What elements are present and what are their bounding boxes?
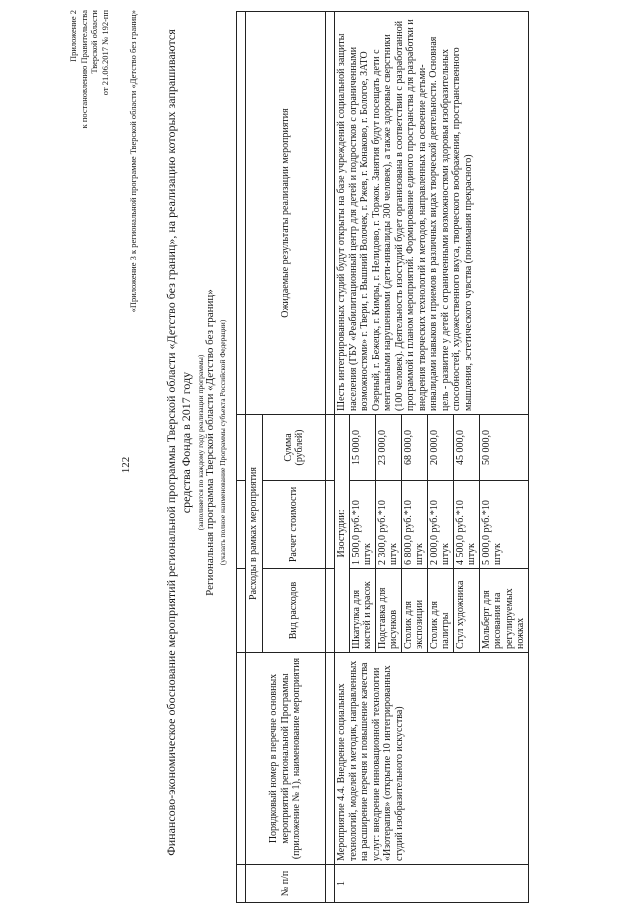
unit-cost: 2 300,0 руб.*10 штук: [375, 481, 401, 569]
expense-type: Мольберт для рисования на регулируемых ножках: [479, 569, 528, 653]
appendix-line: Тверской области: [89, 10, 99, 74]
spacer-cell: [237, 12, 246, 415]
expense-sum: 50 000,0: [479, 415, 528, 481]
expense-sum: 23 000,0: [375, 415, 401, 481]
unit-cost: 1 500,0 руб.*10 штук: [349, 481, 375, 569]
fill-note: (заполняется по каждому году реализации программы): [196, 354, 205, 531]
expected-results: Шесть интегрированных студий будут открыты на базе учреждений социальной защиты населения (ГБУ «Реабилитационный центр для детей и подростков с ограниченными возможностями» г. Твери, г. Вышний Волочек, г. Ржев, г. Конаково, г. Бологое, ЗАТО Озерный, г. Бежецк, г. Кимры, г. Нелидово, г. Торжок. Занятия будут посещать дети с ментальными нарушениями (дети-инвалиды 300 человек), а также здоровые сверстники (100 человек). Деятельность изостудий будет организована в соответствии с разработанной программой и планом мероприятий. Формирование единого пространства для разработки и внедрения творческих технологий и методов, направленных на освоение детьми-инвалидами навыков и приемов в различных видах творческой деятельности. Основная цель - развитие у детей с ограниченными возможностями здоровья изобразительных способностей, художественного вкуса, творческого воображения, пространственного мышления, эстетического чувства (понимания прекрасного): [335, 12, 529, 415]
measure-description: Мероприятие 4.4. Внедрение социальных технологий, моделей и методик, направленных на расширение перечня и повышение качества услуг: внедрение инновационной технологии «Изотерапия» (открытие 10 интегрированных студий изобразительного искусства): [335, 653, 529, 865]
spacer-cell: [237, 865, 246, 903]
spacer-cell: [326, 481, 335, 569]
row-number: 1: [335, 865, 529, 903]
spacer-cell: [326, 12, 335, 415]
table-top-spacer: [237, 12, 246, 903]
izostudii-label: Изостудии:: [335, 415, 350, 653]
expense-sum: 15 000,0: [349, 415, 375, 481]
expense-type: Столик для палитры: [427, 569, 453, 653]
appendix-line: от 21.06.2017 № 192-пп: [99, 10, 110, 96]
spacer-cell: [237, 569, 246, 653]
header-unit-cost: Расчет стоимости: [263, 481, 326, 569]
document-title-line2: средства Фонда в 2017 году: [179, 371, 193, 514]
appendix-line: к постановлению Правительства: [78, 10, 89, 129]
header-num: № п/п: [246, 865, 326, 903]
program-note: (указать полное наименование Программы субъекта Российской Федерации): [218, 319, 227, 566]
expense-type: Подставка для рисунков: [375, 569, 401, 653]
expense-sum: 68 000,0: [401, 415, 427, 481]
spacer-cell: [326, 865, 335, 903]
spacer-cell: [326, 415, 335, 481]
spacer-cell: [326, 653, 335, 865]
header-row: [246, 12, 263, 903]
document-title: Финансово-экономическое обоснование мероприятий региональной программы Тверской области «Детство без границ», на реализацию которых запрашиваются: [164, 29, 178, 856]
unit-cost: 5 000,0 руб.*10 штук: [479, 481, 528, 569]
expense-sum: 20 000,0: [427, 415, 453, 481]
header-expenses-group: Расходы в рамках мероприятия: [246, 415, 263, 653]
appendix-line: Приложение 2: [68, 10, 78, 62]
spacer-cell: [237, 481, 246, 569]
table-mid-spacer: [326, 12, 335, 903]
header-results: Ожидаемые результаты реализации мероприятия: [246, 12, 326, 415]
page-number: 122: [120, 456, 132, 474]
unit-cost: 2 000,0 руб.*10 штук: [427, 481, 453, 569]
expense-type: Стул художника: [453, 569, 479, 653]
header-measure: Порядковый номер в перечне основных мероприятий региональной Программы (приложение № 1), наименование мероприятия: [246, 653, 326, 865]
program-name: Региональная программа Тверской области «Детство без границ»: [204, 289, 216, 596]
expense-type: Шкатулка для кистей и красок: [349, 569, 375, 653]
expenses-table: [236, 11, 529, 903]
header-sum: Сумма (рублей): [263, 415, 326, 481]
unit-cost: 6 800,0 руб.*10 штук: [401, 481, 427, 569]
expense-type: Столик для экспозиции: [401, 569, 427, 653]
table-row: [335, 12, 350, 903]
appendix-block: [68, 10, 110, 128]
spacer-cell: [237, 653, 246, 865]
unit-cost: 4 500,0 руб.*10 штук: [453, 481, 479, 569]
expense-sum: 45 000,0: [453, 415, 479, 481]
spacer-cell: [326, 569, 335, 653]
header-expense-type: Вид расходов: [263, 569, 326, 653]
appendix-note: «Приложение 3 к региональной программе Тверской области «Детство без границ»: [128, 10, 138, 313]
spacer-cell: [237, 415, 246, 481]
